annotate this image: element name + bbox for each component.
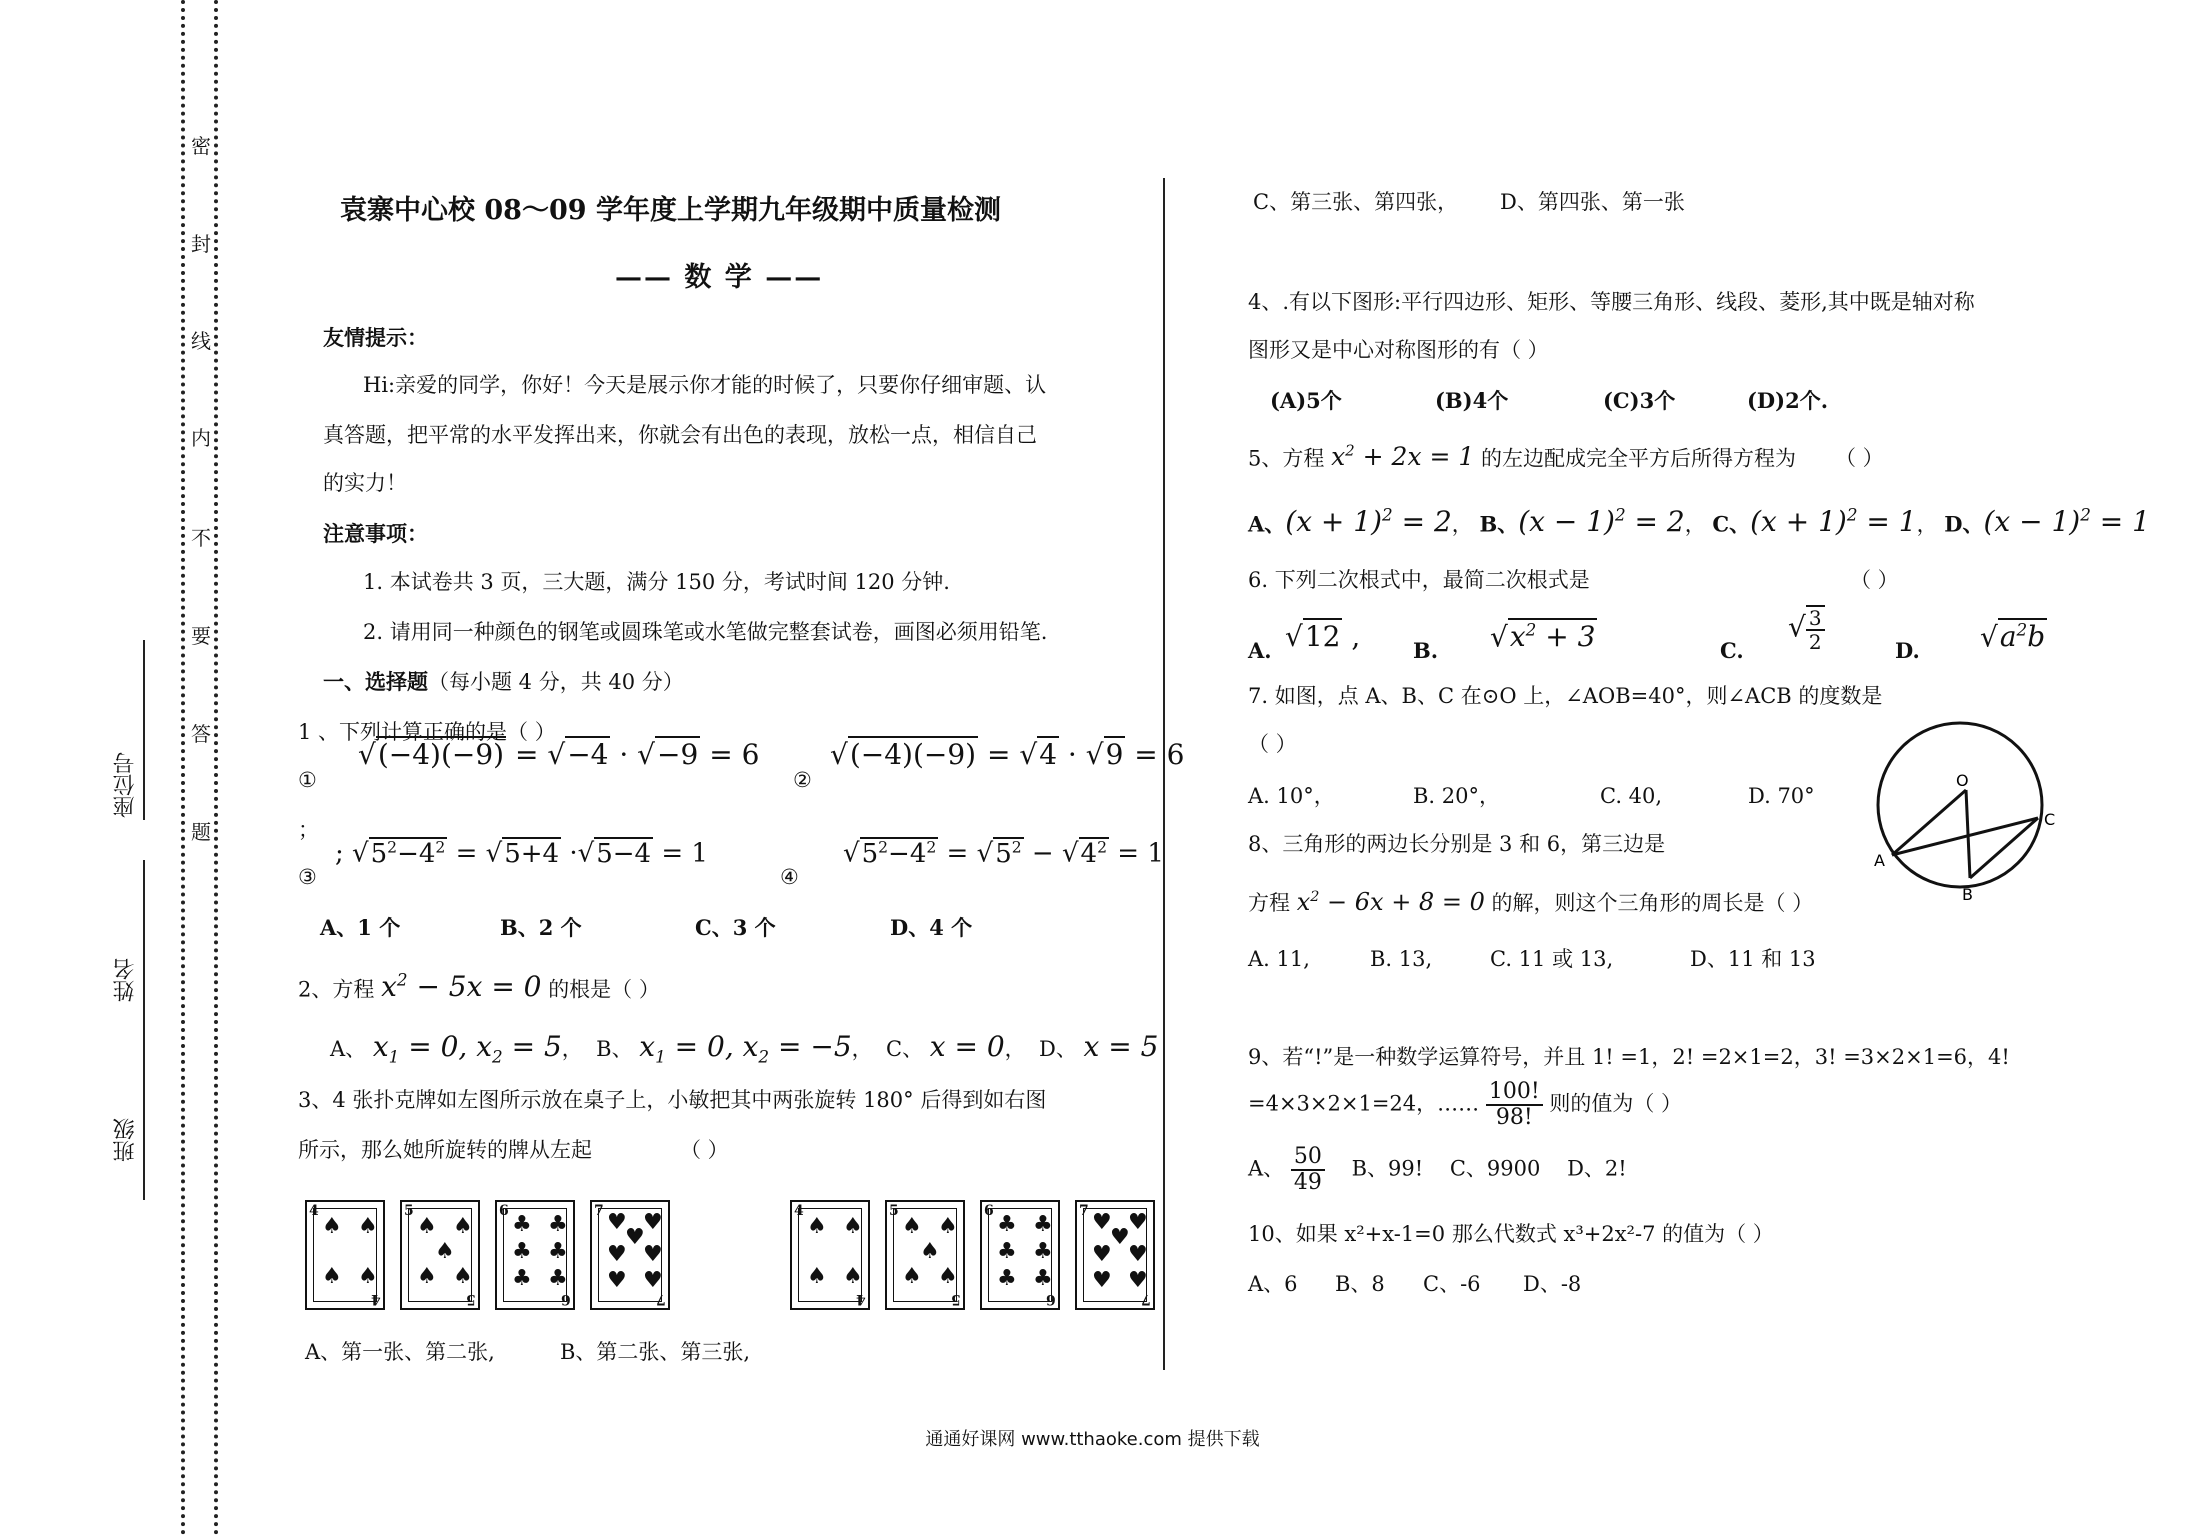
- q9-option-label: A、: [1248, 1156, 1285, 1181]
- q9-fraction-den: 98!: [1495, 1105, 1533, 1131]
- card-suit-pip: ♣: [512, 1239, 532, 1264]
- q7-option: C. 40,: [1600, 784, 1663, 808]
- q8-option: B. 13,: [1370, 947, 1433, 971]
- q5-option-label: A、: [1248, 511, 1286, 537]
- section-subtitle: （每小题 4 分，共 40 分）: [428, 670, 684, 694]
- q9-fraction-num: 100!: [1486, 1080, 1543, 1106]
- q4-option: (D)2个.: [1747, 388, 1829, 413]
- card-suit-pip: ♥: [643, 1268, 663, 1293]
- name-label: 姓名: [113, 958, 138, 1002]
- playing-card: [305, 1200, 385, 1310]
- card-suit-pip: ♣: [997, 1212, 1017, 1237]
- q2-options: A、 $x_1 = 0$, $x_2 = 5$， B、 $x_1 = 0$, $x_2 = -5$， C、 x = 0， D、 x = 5: [330, 1030, 1159, 1067]
- q1-option: B、2 个: [500, 915, 582, 940]
- q1-expr-1: √(−4)(−9) = √−4 · √−9 = 6: [358, 738, 760, 771]
- class-label: 班级: [113, 1118, 138, 1162]
- q1-marker: ①: [298, 768, 317, 792]
- card-suit-pip: ♣: [512, 1212, 532, 1237]
- tips-heading: 友情提示：: [323, 325, 428, 350]
- card-suit-pip: ♠: [417, 1214, 437, 1239]
- q6-option-b: $√x^2 + 3$: [1490, 620, 1596, 654]
- name-blank: [143, 860, 145, 1060]
- q9-fraction: [1486, 1080, 1543, 1130]
- seal-char: 封: [191, 232, 211, 256]
- card-suit-pip: ♥: [1092, 1268, 1112, 1293]
- card-suit-pip: ♠: [453, 1264, 473, 1289]
- seat-number-label: 座位号: [113, 752, 138, 818]
- card-suit-pip: ♣: [1033, 1266, 1053, 1291]
- card-suit-pip: ♠: [902, 1264, 922, 1289]
- q8-option: C. 11 或 13,: [1490, 947, 1614, 971]
- q9-option-c: C、9900: [1449, 1156, 1541, 1181]
- card-suit-pip: ♠: [807, 1264, 827, 1289]
- q1-option: A、1 个: [320, 915, 401, 940]
- q10-option: D、-8: [1523, 1272, 1582, 1296]
- card-suit-pip: ♥: [643, 1210, 663, 1235]
- playing-card: [980, 1200, 1060, 1310]
- card-rank: 5: [466, 1291, 476, 1307]
- notes-heading: 注意事项：: [323, 521, 428, 546]
- q9-stem-post: 则的值为（ ）: [1549, 1091, 1683, 1116]
- seal-char: 不: [191, 526, 211, 550]
- q8-option: D、11 和 13: [1690, 947, 1816, 971]
- card-suit-pip: ♣: [548, 1239, 568, 1264]
- card-suit-pip: ♣: [512, 1266, 532, 1291]
- point-label-o: O: [1956, 771, 1969, 790]
- tips-line: 真答题，把平常的水平发挥出来，你就会有出色的表现，放松一点，相信自己: [323, 423, 1037, 447]
- q5-option-d: $(x - 1)^2 = 1$: [1983, 505, 2150, 539]
- card-suit-pip: ♠: [417, 1264, 437, 1289]
- seal-char: 内: [191, 426, 211, 450]
- card-suit-pip: ♠: [807, 1214, 827, 1239]
- q8-equation: $x^2 - 6x + 8 = 0$: [1296, 888, 1485, 916]
- q5-options: A、$(x + 1)^2 = 2$， B、$(x - 1)^2 = 2$， C、$(x + 1)^2 = 1$， D、$(x - 1)^2 = 1$: [1248, 505, 2150, 539]
- q8-stem-post: 的解，则这个三角形的周长是（ ）: [1491, 891, 1814, 915]
- card-suit-pip: ♠: [435, 1239, 455, 1264]
- q4-stem: 图形又是中心对称图形的有（ ）: [1248, 338, 1549, 362]
- q2-option-label: A、: [330, 1037, 367, 1061]
- seal-char: 密: [191, 134, 211, 158]
- binding-dotted-line-outer: [181, 0, 185, 1536]
- q3-option: A、第一张、第二张,: [305, 1340, 495, 1364]
- card-rank: 7: [1141, 1291, 1151, 1307]
- circle-figure: [1870, 710, 2070, 910]
- playing-card: [495, 1200, 575, 1310]
- card-suit-pip: ♥: [607, 1210, 627, 1235]
- card-rank: 6: [499, 1203, 509, 1219]
- q2-option-a: $x_1 = 0$, $x_2 = 5$: [372, 1030, 562, 1067]
- q6-option-a: √12 ,: [1285, 620, 1361, 653]
- notes-item: 2. 请用同一种颜色的钢笔或圆珠笔或水笔做完整套试卷，画图必须用铅笔.: [363, 620, 1048, 644]
- playing-card: [790, 1200, 870, 1310]
- q6-answer-paren: （ ）: [1850, 568, 1899, 592]
- card-suit-pip: ♥: [607, 1268, 627, 1293]
- card-suit-pip: ♠: [920, 1239, 940, 1264]
- q3-option: D、第四张、第一张: [1500, 190, 1685, 214]
- point-label-c: C: [2044, 810, 2056, 829]
- q2-option-b: $x_1 = 0$, $x_2 = -5$: [639, 1030, 852, 1067]
- seal-char: 题: [191, 820, 211, 844]
- point-label-a: A: [1874, 851, 1885, 870]
- card-rank: 4: [371, 1291, 381, 1307]
- seal-char: 线: [191, 329, 211, 353]
- q5-equation: $x^2 + 2x = 1$: [1331, 442, 1475, 472]
- card-suit-pip: ♠: [322, 1214, 342, 1239]
- q10-option: A、6: [1248, 1272, 1298, 1296]
- q9-option-a-num: 50: [1291, 1145, 1325, 1171]
- q9-option-b: B、99!: [1351, 1156, 1424, 1181]
- q6-option-label: D.: [1895, 638, 1920, 663]
- q7-answer-paren: （ ）: [1248, 732, 1297, 756]
- card-rank: 5: [889, 1203, 899, 1219]
- q1-expr-3: ; $√5^2-4^2 = √5+4 \cdot√5-4 = 1$: [335, 838, 708, 869]
- q10-option: B、8: [1335, 1272, 1385, 1296]
- q5-option-b: $(x - 1)^2 = 2$: [1518, 505, 1685, 539]
- q1-option: D、4 个: [890, 915, 973, 940]
- card-suit-pip: ♠: [938, 1264, 958, 1289]
- q9-stem-pre: =4×3×2×1=24，……: [1248, 1091, 1480, 1116]
- q8-stem-pre: 方程: [1248, 891, 1290, 915]
- card-suit-pip: ♥: [607, 1242, 627, 1267]
- q3-stem: 所示，那么她所旋转的牌从左起: [298, 1138, 592, 1162]
- point-label-b: B: [1962, 885, 1973, 904]
- q10-option: C、-6: [1423, 1272, 1481, 1296]
- card-suit-pip: ♣: [548, 1266, 568, 1291]
- q3-answer-paren: （ ）: [680, 1138, 729, 1162]
- q4-option: (C)3个: [1603, 388, 1676, 413]
- card-suit-pip: ♥: [625, 1225, 645, 1250]
- q8-stem: 8、三角形的两边长分别是 3 和 6，第三边是: [1248, 832, 1666, 856]
- card-suit-pip: ♣: [1033, 1212, 1053, 1237]
- q3-option: B、第二张、第三张,: [560, 1340, 751, 1364]
- notes-item: 1. 本试卷共 3 页，三大题，满分 150 分，考试时间 120 分钟.: [363, 570, 950, 594]
- q9-option-d: D、2!: [1567, 1156, 1627, 1181]
- q6-option-label: C.: [1720, 638, 1744, 663]
- card-suit-pip: ♣: [1033, 1239, 1053, 1264]
- q9-stem: [1248, 1080, 1682, 1130]
- card-rank: 4: [309, 1203, 319, 1219]
- card-suit-pip: ♣: [548, 1212, 568, 1237]
- q3-option: C、第三张、第四张，: [1253, 190, 1459, 214]
- q1-stem: 1 、下列计算正确的是（ ）: [298, 720, 556, 744]
- q9-stem: 9、若“!”是一种数学运算符号，并且 1! =1，2! =2×1=2，3! =3×2×1=6，4!: [1248, 1045, 2010, 1069]
- card-rank: 7: [656, 1291, 666, 1307]
- q1-expr-2: √(−4)(−9) = √4 · √9 = 6: [830, 738, 1185, 771]
- card-rank: 6: [984, 1203, 994, 1219]
- q8-option: A. 11,: [1248, 947, 1310, 971]
- seal-char: 答: [191, 722, 211, 746]
- card-suit-pip: ♠: [453, 1214, 473, 1239]
- card-suit-pip: ♥: [1128, 1210, 1148, 1235]
- q4-stem: 4、.有以下图形:平行四边形、矩形、等腰三角形、线段、菱形,其中既是轴对称: [1248, 290, 1975, 314]
- q1-option: C、3 个: [695, 915, 776, 940]
- q2-stem: [298, 970, 660, 1004]
- q6-option-label: B.: [1413, 638, 1439, 663]
- card-suit-pip: ♥: [1128, 1268, 1148, 1293]
- exam-title: 袁寨中心校 08～09 学年度上学期九年级期中质量检测: [340, 195, 1001, 226]
- q1-separator: ；: [298, 818, 319, 842]
- card-suit-pip: ♥: [1110, 1225, 1130, 1250]
- card-rank: 4: [794, 1203, 804, 1219]
- card-suit-pip: ♠: [938, 1214, 958, 1239]
- q6-option-c: √ $\frac{3}{2}$: [1788, 605, 1825, 653]
- q2-stem-pre: 2、方程: [298, 977, 375, 1002]
- q6-option-d: $√a^2b$: [1980, 620, 2046, 654]
- tips-line: 的实力！: [323, 471, 407, 495]
- q9-options: [1248, 1145, 1627, 1195]
- card-suit-pip: ♠: [358, 1214, 378, 1239]
- card-rank: 5: [951, 1291, 961, 1307]
- q2-option-d: x = 5: [1083, 1030, 1159, 1063]
- q7-option: B. 20°，: [1413, 784, 1501, 808]
- q10-stem: 10、如果 x²+x-1=0 那么代数式 x³+2x²-7 的值为（ ）: [1248, 1222, 1774, 1246]
- card-rank: 6: [1046, 1291, 1056, 1307]
- card-suit-pip: ♣: [997, 1266, 1017, 1291]
- playing-card: [590, 1200, 670, 1310]
- card-rank: 4: [856, 1291, 866, 1307]
- class-blank: [143, 1060, 145, 1200]
- column-divider: [1163, 178, 1165, 1370]
- q1-marker: ②: [793, 768, 812, 792]
- binding-dotted-line-inner: [214, 0, 218, 1536]
- q5-option-label: B、: [1479, 511, 1519, 537]
- playing-card: [400, 1200, 480, 1310]
- section-title: 一、选择题: [323, 669, 428, 694]
- q2-equation: $x^2 - 5x = 0$: [381, 970, 542, 1004]
- card-rank: 5: [404, 1203, 414, 1219]
- q1-marker: ④: [780, 865, 799, 889]
- q2-stem-post: 的根是（ ）: [548, 977, 660, 1002]
- q5-option-label: C、: [1712, 511, 1751, 537]
- q7-option: A. 10°，: [1248, 784, 1335, 808]
- card-suit-pip: ♥: [1128, 1242, 1148, 1267]
- subject-title: —— 数 学 ——: [615, 262, 824, 293]
- q5-stem-pre: 5、方程: [1248, 446, 1325, 471]
- card-suit-pip: ♠: [358, 1264, 378, 1289]
- q1-expr-4: $√5^2-4^2 = √5^2 - √4^2 = 1$: [843, 838, 1164, 869]
- q5-stem-post: 的左边配成完全平方后所得方程为: [1481, 446, 1796, 471]
- card-suit-pip: ♠: [322, 1264, 342, 1289]
- playing-card: [1075, 1200, 1155, 1310]
- card-suit-pip: ♠: [902, 1214, 922, 1239]
- q7-option: D. 70°: [1748, 784, 1815, 808]
- seat-number-blank: [143, 640, 145, 820]
- q5-option-a: $(x + 1)^2 = 2$: [1285, 505, 1452, 539]
- q6-option-label: A.: [1248, 638, 1272, 663]
- q3-stem: 3、4 张扑克牌如左图所示放在桌子上，小敏把其中两张旋转 180° 后得到如右图: [298, 1088, 1047, 1112]
- q9-option-a-den: 49: [1293, 1170, 1322, 1196]
- q6-stem: 6. 下列二次根式中，最简二次根式是: [1248, 568, 1590, 592]
- q4-option: (A)5个: [1270, 388, 1342, 413]
- q9-option-a: [1291, 1145, 1325, 1195]
- q5-stem: [1248, 442, 1796, 472]
- q2-option-label: D、: [1039, 1037, 1077, 1061]
- q7-stem: 7. 如图，点 A、B、C 在⊙O 上，∠AOB=40°，则∠ACB 的度数是: [1248, 684, 1883, 708]
- q5-answer-paren: （ ）: [1835, 446, 1884, 470]
- q5-option-label: D、: [1944, 511, 1984, 537]
- q2-option-c: x = 0: [929, 1030, 1005, 1063]
- card-suit-pip: ♣: [997, 1239, 1017, 1264]
- card-suit-pip: ♠: [843, 1264, 863, 1289]
- q8-stem: [1248, 888, 1813, 917]
- circle-o: [1878, 723, 2042, 887]
- card-suit-pip: ♥: [643, 1242, 663, 1267]
- section-heading: [323, 669, 684, 695]
- seal-char: 要: [191, 624, 211, 648]
- card-suit-pip: ♠: [843, 1214, 863, 1239]
- card-rank: 6: [561, 1291, 571, 1307]
- q2-option-label: B、: [596, 1037, 633, 1061]
- page-footer: 通通好课网 www.tthaoke.com 提供下载: [925, 1429, 1260, 1450]
- playing-card: [885, 1200, 965, 1310]
- tips-line: Hi:亲爱的同学，你好！今天是展示你才能的时候了，只要你仔细审题、认: [363, 373, 1047, 397]
- card-rank: 7: [594, 1203, 604, 1219]
- card-suit-pip: ♥: [1092, 1242, 1112, 1267]
- q1-marker: ③: [298, 865, 317, 889]
- q4-option: (B)4个: [1435, 388, 1509, 413]
- q2-option-label: C、: [886, 1037, 924, 1061]
- card-rank: 7: [1079, 1203, 1089, 1219]
- card-suit-pip: ♥: [1092, 1210, 1112, 1235]
- q5-option-c: $(x + 1)^2 = 1$: [1750, 505, 1917, 539]
